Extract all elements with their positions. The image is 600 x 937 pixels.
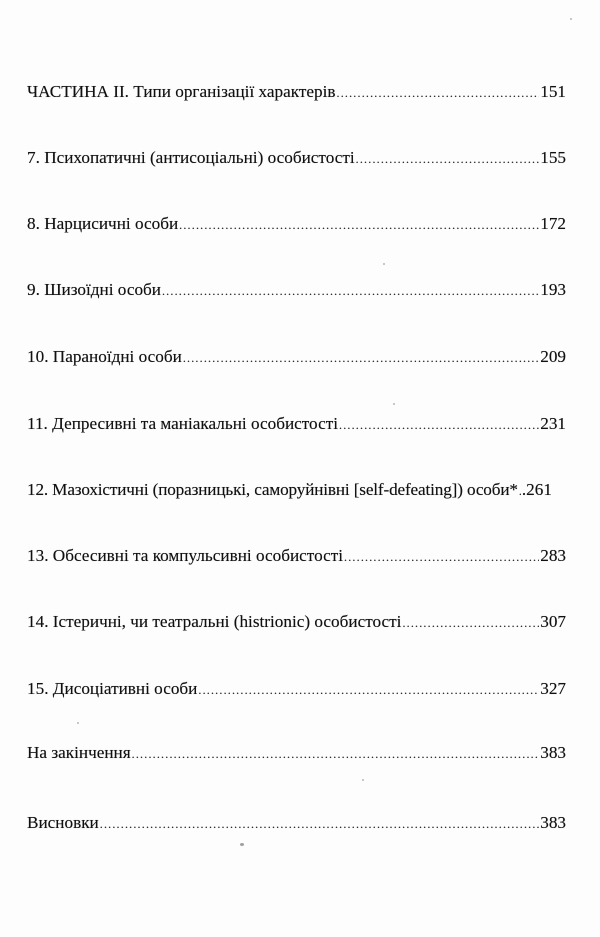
toc-entry-page: 155 <box>540 148 566 167</box>
toc-entry-title: 10. Параноїдні особи <box>27 347 182 366</box>
dot-leader <box>519 480 521 502</box>
toc-entry-page: 383 <box>540 813 566 832</box>
toc-entry-page: 383 <box>540 743 566 762</box>
scan-speck <box>362 779 364 781</box>
toc-entry-title: На закінчення <box>27 743 131 762</box>
toc-entry-chapter-13 <box>27 545 566 567</box>
toc-entry-title: Висновки <box>27 813 99 832</box>
dot-leader <box>132 743 540 765</box>
toc-entry-title: 7. Психопатичні (антисоціальні) особистості <box>27 148 355 167</box>
toc-entry-afterword <box>27 742 566 764</box>
toc-entry-chapter-15 <box>27 678 566 700</box>
toc-entry-part-2 <box>27 81 566 103</box>
dot-leader <box>162 280 539 302</box>
toc-entry-page: 231 <box>540 414 566 433</box>
dot-leader <box>402 612 539 634</box>
scan-speck <box>383 263 385 265</box>
toc-entry-title: 13. Обсесивні та компульсивні особистості <box>27 546 344 565</box>
toc-entry-page: .261 <box>521 480 552 499</box>
dot-leader <box>183 347 539 369</box>
toc-entry-title: 15. Дисоціативні особи <box>27 679 198 698</box>
toc-entry-title: 14. Істеричні, чи театральні (histrionic) особистості <box>27 612 402 631</box>
dot-leader <box>100 813 539 835</box>
scan-speck <box>77 722 79 724</box>
dot-leader <box>339 414 539 436</box>
dot-leader <box>198 679 539 701</box>
scan-speck <box>570 18 572 20</box>
toc-entry-title: 11. Депресивні та маніакальні особистості <box>27 414 338 433</box>
toc-entry-page: 283 <box>540 546 566 565</box>
dot-leader <box>356 148 540 170</box>
toc-entry-page: 193 <box>540 280 566 299</box>
toc-entry-title: 8. Нарцисичні особи <box>27 214 179 233</box>
toc-entry-chapter-8 <box>27 213 566 235</box>
toc-entry-conclusions <box>27 812 566 834</box>
toc-entry-page: 172 <box>540 214 566 233</box>
scan-speck <box>393 403 395 405</box>
toc-entry-page: 209 <box>540 347 566 366</box>
toc-entry-title: ЧАСТИНА II. Типи організації характерів <box>27 82 336 101</box>
toc-entry-page: 327 <box>540 679 566 698</box>
toc-entry-page: 151 <box>540 82 566 101</box>
toc-entry-title: 9. Шизоїдні особи <box>27 280 161 299</box>
toc-entry-title: 12. Мазохістичні (поразницькі, саморуйнівні [self-defeating]) особи* <box>27 480 518 499</box>
toc-entry-page: 307 <box>540 612 566 631</box>
toc-entry-chapter-12 <box>27 479 566 501</box>
toc-entry-chapter-14 <box>27 611 566 633</box>
toc-entry-chapter-7 <box>27 147 566 169</box>
toc-entry-chapter-10 <box>27 346 566 368</box>
dot-leader <box>337 82 540 104</box>
toc-entry-chapter-9 <box>27 279 566 301</box>
toc-entry-chapter-11 <box>27 413 566 435</box>
dot-leader <box>179 214 539 236</box>
scan-speck <box>240 843 244 846</box>
dot-leader <box>344 546 539 568</box>
